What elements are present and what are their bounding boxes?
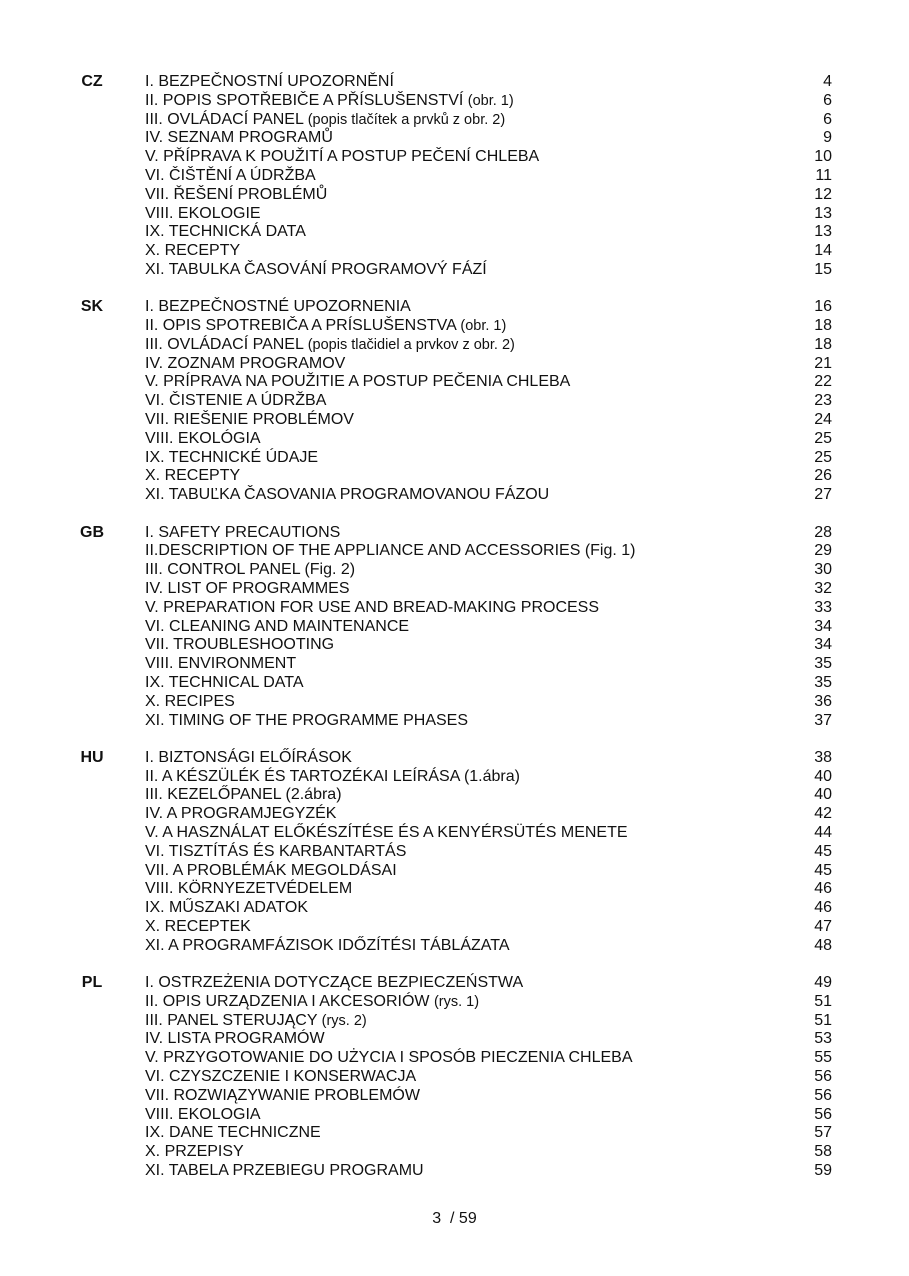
toc-entry-title: V. PRZYGOTOWANIE DO UŻYCIA I SPOSÓB PIECZENIA CHLEBA xyxy=(145,1049,633,1067)
toc-entry-page: 42 xyxy=(814,805,832,823)
toc-entry[interactable] xyxy=(0,1162,909,1181)
toc-entry-title: IV. LISTA PROGRAMÓW xyxy=(145,1030,325,1048)
toc-entry-page: 49 xyxy=(814,974,832,992)
toc-entry[interactable] xyxy=(0,1124,909,1143)
toc-entry-title: IV. ZOZNAM PROGRAMOV xyxy=(145,354,346,372)
toc-entry[interactable] xyxy=(0,261,909,280)
toc-entry-page: 13 xyxy=(814,204,832,222)
toc-entry-title: II. OPIS SPOTREBIČA A PRÍSLUŠENSTVA (obr. 1) xyxy=(145,317,507,335)
toc-entry[interactable] xyxy=(0,242,909,261)
toc-entry[interactable] xyxy=(0,129,909,148)
language-code: SK xyxy=(80,298,104,316)
page-number: 3 / 59 xyxy=(432,1210,477,1227)
toc-entry[interactable] xyxy=(0,674,909,693)
toc-entry[interactable] xyxy=(0,561,909,580)
toc-entry[interactable] xyxy=(0,786,909,805)
toc-entry-title: VI. ČIŠTĚNÍ A ÚDRŽBA xyxy=(145,166,316,184)
toc-entry[interactable] xyxy=(0,317,909,336)
toc-entry[interactable] xyxy=(0,937,909,956)
toc-entry[interactable] xyxy=(0,636,909,655)
toc-entry-title: XI. A PROGRAMFÁZISOK IDŐZÍTÉSI TÁBLÁZATA xyxy=(145,936,510,954)
toc-entry[interactable] xyxy=(0,111,909,130)
toc-entry-page: 25 xyxy=(814,429,832,447)
toc-entry[interactable] xyxy=(0,618,909,637)
toc-entry[interactable] xyxy=(0,524,909,543)
toc-entry[interactable] xyxy=(0,486,909,505)
toc-entry-page: 4 xyxy=(823,73,832,90)
toc-entry[interactable] xyxy=(0,993,909,1012)
toc-entry-title: V. PRÍPRAVA NA POUŽITIE A POSTUP PEČENIA CHLEBA xyxy=(145,373,571,391)
toc-entry[interactable] xyxy=(0,580,909,599)
toc-entry-title: III. OVLÁDACÍ PANEL (popis tlačidiel a prvkov z obr. 2) xyxy=(145,335,515,353)
toc-entry[interactable] xyxy=(0,693,909,712)
toc-entry-title: IX. MŰSZAKI ADATOK xyxy=(145,899,308,917)
toc-entry[interactable] xyxy=(0,1087,909,1106)
toc-entry-page: 6 xyxy=(823,110,832,128)
toc-entry-page: 14 xyxy=(814,242,832,260)
toc-entry-title: IV. A PROGRAMJEGYZÉK xyxy=(145,805,337,823)
toc-entry-title: XI. TABUĽKA ČASOVANIA PROGRAMOVANOU FÁZOU xyxy=(145,486,550,504)
toc-entry-title: VI. TISZTÍTÁS ÉS KARBANTARTÁS xyxy=(145,842,407,860)
toc-entry-page: 28 xyxy=(814,523,832,541)
toc-entry-title: V. PŘÍPRAVA K POUŽITÍ A POSTUP PEČENÍ CHLEBA xyxy=(145,148,540,166)
toc-entry-title: XI. TABULKA ČASOVÁNÍ PROGRAMOVÝ FÁZÍ xyxy=(145,260,487,278)
toc-entry[interactable] xyxy=(0,712,909,731)
toc-entry-title: XI. TIMING OF THE PROGRAMME PHASES xyxy=(145,711,469,729)
language-code: GB xyxy=(80,523,104,541)
toc-entry-title: VII. ŘEŠENÍ PROBLÉMŮ xyxy=(145,185,328,203)
toc-entry-title: VI. CZYSZCZENIE I KONSERWACJA xyxy=(145,1068,417,1086)
toc-entry[interactable] xyxy=(0,373,909,392)
toc-entry-page: 51 xyxy=(814,992,832,1010)
toc-entry-page: 21 xyxy=(814,354,832,372)
toc-entry-page: 22 xyxy=(814,373,832,391)
toc-entry-title: X. RECEPTY xyxy=(145,467,241,485)
toc-entry[interactable] xyxy=(0,449,909,468)
toc-entry-title: I. OSTRZEŻENIA DOTYCZĄCE BEZPIECZEŃSTWA xyxy=(145,974,524,992)
toc-entry-page: 12 xyxy=(814,185,832,203)
toc-entry-page: 29 xyxy=(814,542,832,560)
toc-entry-page: 40 xyxy=(814,767,832,785)
toc-entry-title: VII. TROUBLESHOOTING xyxy=(145,636,335,654)
toc-entry-page: 56 xyxy=(814,1068,832,1086)
toc-entry[interactable] xyxy=(0,336,909,355)
toc-entry[interactable] xyxy=(0,355,909,374)
toc-entry[interactable] xyxy=(0,899,909,918)
toc-entry-page: 23 xyxy=(814,392,832,410)
toc-entry-page: 6 xyxy=(823,91,832,109)
toc-entry-page: 45 xyxy=(814,861,832,879)
toc-entry-title: XI. TABELA PRZEBIEGU PROGRAMU xyxy=(145,1162,424,1180)
toc-entry[interactable] xyxy=(0,298,909,317)
toc-entry-title: X. RECEPTY xyxy=(145,242,241,260)
toc-entry-page: 25 xyxy=(814,448,832,466)
toc-entry-title: VIII. EKOLOGIE xyxy=(145,204,261,222)
toc-entry-title: III. PANEL STERUJĄCY (rys. 2) xyxy=(145,1011,367,1029)
language-code: HU xyxy=(80,748,104,766)
toc-entry[interactable] xyxy=(0,205,909,224)
toc-entry-title: III. OVLÁDACÍ PANEL (popis tlačítek a prvků z obr. 2) xyxy=(145,110,506,128)
toc-entry-page: 34 xyxy=(814,617,832,635)
toc-entry-page: 27 xyxy=(814,486,832,504)
toc-section-sk xyxy=(0,298,909,505)
toc-entry[interactable] xyxy=(0,918,909,937)
toc-entry-page: 15 xyxy=(814,260,832,278)
toc-entry[interactable] xyxy=(0,542,909,561)
toc-entry-page: 35 xyxy=(814,673,832,691)
toc-entry-page: 18 xyxy=(814,335,832,353)
toc-entry-title: I. BEZPEČNOSTNÉ UPOZORNENIA xyxy=(145,298,411,316)
toc-entry[interactable] xyxy=(0,974,909,993)
toc-entry[interactable] xyxy=(0,1106,909,1125)
toc-entry-title: III. KEZELŐPANEL (2.ábra) xyxy=(145,786,342,804)
toc-entry-page: 30 xyxy=(814,561,832,579)
toc-entry[interactable] xyxy=(0,749,909,768)
toc-entry-page: 57 xyxy=(814,1124,832,1142)
toc-entry-page: 11 xyxy=(815,166,832,184)
toc-entry-page: 59 xyxy=(814,1162,832,1180)
toc-entry[interactable] xyxy=(0,1143,909,1162)
toc-entry[interactable] xyxy=(0,862,909,881)
toc-entry-title: I. BEZPEČNOSTNÍ UPOZORNĚNÍ xyxy=(145,73,394,90)
table-of-contents xyxy=(0,73,909,1199)
toc-entry-page: 33 xyxy=(814,598,832,616)
toc-entry-title: II. A KÉSZÜLÉK ÉS TARTOZÉKAI LEÍRÁSA (1.ábra) xyxy=(145,767,520,785)
toc-entry-page: 24 xyxy=(814,411,832,429)
toc-entry-page: 16 xyxy=(814,298,832,316)
toc-entry-title: VI. ČISTENIE A ÚDRŽBA xyxy=(145,392,327,410)
toc-entry-page: 18 xyxy=(814,317,832,335)
toc-entry-page: 40 xyxy=(814,786,832,804)
toc-entry-title: I. BIZTONSÁGI ELŐÍRÁSOK xyxy=(145,748,352,766)
toc-entry-title: X. PRZEPISY xyxy=(145,1143,244,1161)
toc-entry-page: 34 xyxy=(814,636,832,654)
toc-entry-title: V. PREPARATION FOR USE AND BREAD-MAKING PROCESS xyxy=(145,598,600,616)
toc-entry[interactable] xyxy=(0,411,909,430)
toc-entry[interactable] xyxy=(0,1012,909,1031)
toc-entry-page: 26 xyxy=(814,467,832,485)
toc-entry[interactable] xyxy=(0,148,909,167)
toc-entry[interactable] xyxy=(0,1049,909,1068)
toc-entry-title: X. RECIPES xyxy=(145,692,235,710)
toc-entry-title: IX. TECHNICAL DATA xyxy=(145,673,304,691)
toc-section-hu xyxy=(0,749,909,956)
toc-entry-page: 56 xyxy=(814,1105,832,1123)
toc-entry-page: 9 xyxy=(823,129,832,147)
toc-entry-title: VII. RIEŠENIE PROBLÉMOV xyxy=(145,411,354,429)
toc-entry[interactable] xyxy=(0,768,909,787)
toc-entry-page: 10 xyxy=(814,148,832,166)
toc-section-gb xyxy=(0,524,909,731)
toc-entry-title: VII. ROZWIĄZYWANIE PROBLEMÓW xyxy=(145,1086,420,1104)
toc-entry-title: V. A HASZNÁLAT ELŐKÉSZÍTÉSE ÉS A KENYÉRSÜTÉS MENETE xyxy=(145,823,628,841)
toc-entry-page: 46 xyxy=(814,880,832,898)
toc-entry[interactable] xyxy=(0,392,909,411)
toc-entry[interactable] xyxy=(0,186,909,205)
toc-entry[interactable] xyxy=(0,430,909,449)
toc-entry-title: VI. CLEANING AND MAINTENANCE xyxy=(145,617,410,635)
toc-entry-title: IV. SEZNAM PROGRAMŮ xyxy=(145,129,333,147)
toc-entry[interactable] xyxy=(0,655,909,674)
toc-entry-page: 53 xyxy=(814,1030,832,1048)
toc-entry-page: 13 xyxy=(814,223,832,241)
toc-section-cz xyxy=(0,73,909,280)
toc-entry[interactable] xyxy=(0,73,909,92)
toc-entry-page: 48 xyxy=(814,936,832,954)
toc-entry[interactable] xyxy=(0,467,909,486)
toc-entry-title: VIII. ENVIRONMENT xyxy=(145,655,297,673)
toc-entry-page: 38 xyxy=(814,748,832,766)
toc-entry-title: IX. TECHNICKÁ DATA xyxy=(145,223,306,241)
toc-entry[interactable] xyxy=(0,843,909,862)
toc-entry[interactable] xyxy=(0,599,909,618)
toc-entry-title: IV. LIST OF PROGRAMMES xyxy=(145,579,350,597)
language-code: CZ xyxy=(81,73,103,90)
toc-entry-title: VII. A PROBLÉMÁK MEGOLDÁSAI xyxy=(145,861,397,879)
toc-entry-page: 58 xyxy=(814,1143,832,1161)
toc-entry-page: 35 xyxy=(814,655,832,673)
toc-entry-page: 47 xyxy=(814,917,832,935)
toc-entry-title: II.DESCRIPTION OF THE APPLIANCE AND ACCESSORIES (Fig. 1) xyxy=(145,542,636,560)
toc-entry[interactable] xyxy=(0,805,909,824)
toc-entry[interactable] xyxy=(0,880,909,899)
language-code: PL xyxy=(81,974,103,992)
toc-entry-title: VIII. KÖRNYEZETVÉDELEM xyxy=(145,880,353,898)
toc-entry-page: 45 xyxy=(814,842,832,860)
toc-entry-title: VIII. EKOLOGIA xyxy=(145,1105,261,1123)
toc-entry-page: 55 xyxy=(814,1049,832,1067)
toc-entry[interactable] xyxy=(0,1030,909,1049)
toc-entry-title: VIII. EKOLÓGIA xyxy=(145,429,261,447)
toc-entry-title: II. OPIS URZĄDZENIA I AKCESORIÓW (rys. 1) xyxy=(145,992,480,1010)
toc-entry-page: 56 xyxy=(814,1086,832,1104)
toc-entry[interactable] xyxy=(0,92,909,111)
toc-entry-page: 46 xyxy=(814,899,832,917)
toc-entry[interactable] xyxy=(0,223,909,242)
toc-entry[interactable] xyxy=(0,824,909,843)
toc-entry-title: III. CONTROL PANEL (Fig. 2) xyxy=(145,561,356,579)
toc-entry[interactable] xyxy=(0,1068,909,1087)
toc-entry-title: II. POPIS SPOTŘEBIČE A PŘÍSLUŠENSTVÍ (obr. 1) xyxy=(145,91,514,109)
toc-section-pl xyxy=(0,974,909,1181)
toc-entry-title: IX. DANE TECHNICZNE xyxy=(145,1124,321,1142)
toc-entry-title: X. RECEPTEK xyxy=(145,917,251,935)
toc-entry-page: 36 xyxy=(814,692,832,710)
toc-entry-title: IX. TECHNICKÉ ÚDAJE xyxy=(145,448,319,466)
toc-entry-page: 51 xyxy=(814,1011,832,1029)
toc-entry-page: 32 xyxy=(814,579,832,597)
toc-entry[interactable] xyxy=(0,167,909,186)
toc-entry-page: 44 xyxy=(814,823,832,841)
toc-entry-title: I. SAFETY PRECAUTIONS xyxy=(145,523,341,541)
toc-entry-page: 37 xyxy=(814,711,832,729)
